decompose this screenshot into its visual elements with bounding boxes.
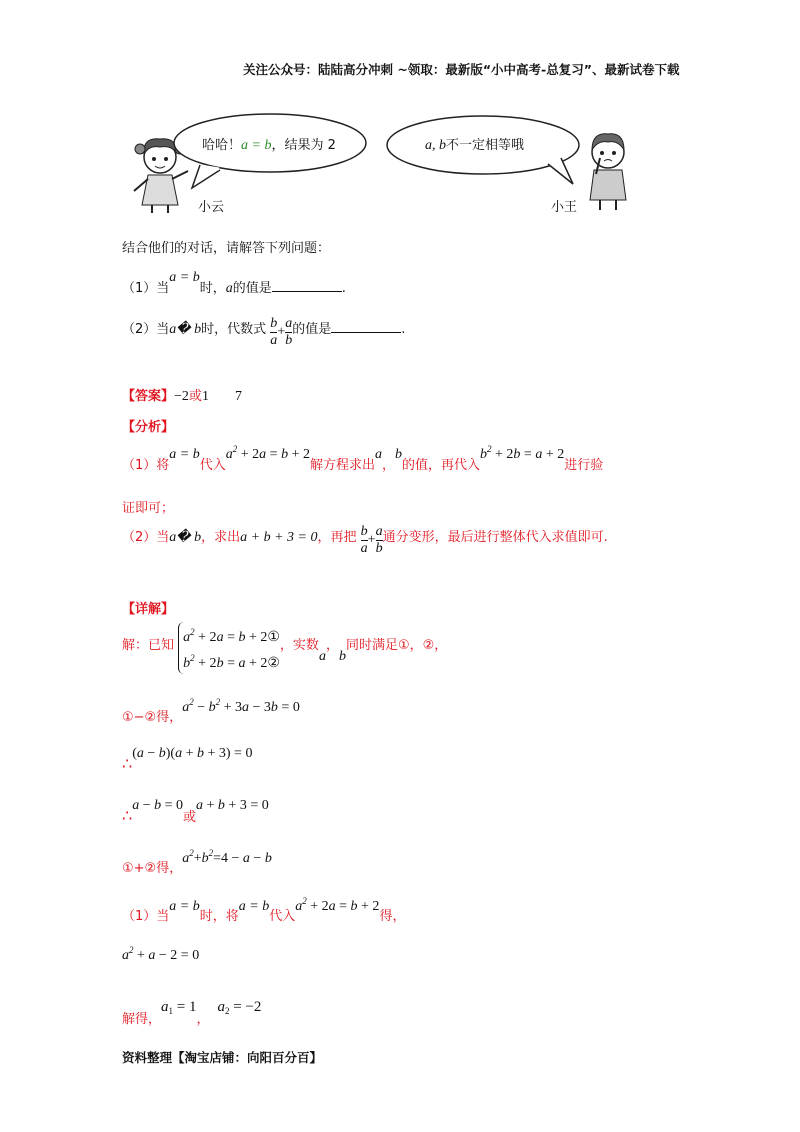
left-bubble-prefix: 哈哈！ [202,138,242,153]
d8-sol2: $a_2 = -2$ [217,999,262,1016]
d1-system: $a^2 + 2a = b$ + 2① $b^2 + 2b = a$ + 2② [178,622,280,674]
question-intro: 结合他们的对话，请解答下列问题： [122,241,331,256]
p1-var-a: a [374,447,382,462]
q2-tail: 的值是 [292,322,332,337]
right-character-name: 小王 [551,200,578,215]
d5-a: ①+②得， [122,861,183,876]
q2-expression: $\frac{b}{a}$ + $\frac{a}{b}$ [270,316,293,348]
d1-var-b: b [338,648,346,664]
d5-eq: $a^2+b^2=4 - a - b$ [182,848,272,866]
q2-cond: a� b [169,322,202,337]
p2-a: （2）当 [122,530,170,545]
d4-or: 或 [183,810,197,825]
q2-end: . [401,322,406,337]
d6-c: 代入 [269,909,296,924]
left-bubble-suffix: ，结果为 2 [271,138,336,153]
d6-d: 得， [379,909,406,924]
d6-eq3: $a^2 + 2a = b + 2$ [295,896,380,914]
d6-eq2: a = b [238,899,270,914]
p2-expression: $\frac{b}{a}$ + $\frac{a}{b}$ [360,524,383,556]
p1-d: ， [381,458,395,473]
d7-eq: $a^2 + a - 2 = 0$ [122,945,200,963]
d6-b: 时，将 [199,909,239,924]
d4-eq2: a + b + 3 = 0 [196,798,269,813]
p1-eq1: a = b [169,447,200,462]
analysis-label: 【分析】 [122,420,175,435]
d2-eq: $a^2 - b^2 + 3a - 3b = 0$ [182,697,300,715]
p2-cond: a� b [169,530,202,545]
q2-blank[interactable] [331,320,401,333]
q1-end: . [341,281,346,296]
d3-eq: (a − b)(a + b + 3) = 0 [132,746,253,761]
answer-value-2: 1 [201,389,209,404]
detail-line-7 [122,944,199,964]
page-header: 关注公众号：陆陆高分冲刺 ~领取：最新版“小中高考-总复习”、最新试卷下载 [243,62,680,77]
p1-var-b: b [395,447,402,462]
p2-b: ，求出 [201,530,241,545]
detail-line-8 [122,996,262,1027]
answer-value-1: −2 [174,389,189,404]
p1-eq2: $a^2 + 2a = b + 2$ [225,444,310,462]
q1-blank[interactable] [272,279,342,292]
left-bubble-eq: a = b [241,138,272,153]
q2-mid: 时，代数式 [201,322,267,337]
right-bubble-text [425,134,524,154]
p1-b: 代入 [199,458,226,473]
analysis-p1 [122,443,604,473]
page-footer: 资料整理【淘宝店铺：向阳百分百】 [122,1050,323,1065]
d1-a: 解：已知 [122,637,175,653]
d3-therefore: ∴ [122,754,133,773]
d6-eq: a = b [169,899,200,914]
right-bubble-vars: a, b [425,138,446,153]
p1-e: 的值，再代入 [402,458,481,473]
q2-label: （2）当 [122,322,170,337]
d1-b: ，实数 [279,637,319,653]
d8-sol1: $a_1 = 1$ [161,999,197,1016]
p2-d: 通分变形，最后进行整体代入求值即可. [382,530,608,545]
d8-sep: ， [196,1012,210,1027]
detail-line-6 [122,895,406,924]
boy-illustration [578,128,638,213]
p1-f: 进行验 [564,458,604,473]
q1-eq: a = b [169,270,200,285]
analysis-p1-cont: 证即可； [122,501,175,516]
answer-line [122,385,242,405]
detail-label: 【详解】 [122,602,175,617]
p2-c: ，再把 [317,530,357,545]
detail-line-5 [122,847,272,876]
right-bubble-phrase: 不一定相等哦 [446,138,525,153]
q1-var: a [225,281,233,296]
left-bubble-text [202,134,336,154]
answer-label: 【答案】 [122,389,175,404]
analysis-p2 [122,524,608,557]
d2-a: ①−②得， [122,710,183,725]
question-2 [122,316,405,349]
q1-label: （1）当 [122,281,170,296]
p1-eq3: $b^2 + 2b = a + 2$ [480,444,565,462]
d1-c: 同时满足①，②， [345,637,448,653]
detail-line-1 [122,622,447,674]
left-character-name: 小云 [198,200,225,215]
p1-a: （1）将 [122,458,170,473]
d4-eq1: a − b = 0 [132,798,183,813]
d6-a: （1）当 [122,909,170,924]
answer-or: 或 [188,389,202,404]
answer-value-3: 7 [234,389,242,404]
detail-line-2 [122,696,300,725]
d8-a: 解得， [122,1012,162,1027]
d1-sep: ， [325,637,339,653]
p2-eq: a + b + 3 = 0 [240,530,318,545]
q1-mid: 时， [199,281,226,296]
d4-therefore: ∴ [122,806,133,825]
question-1 [122,266,346,296]
q1-tail: 的值是 [232,281,272,296]
detail-line-4 [122,794,269,825]
detail-line-3 [122,742,253,773]
d1-var-a: a [318,648,326,664]
p1-c: 解方程求出 [309,458,375,473]
